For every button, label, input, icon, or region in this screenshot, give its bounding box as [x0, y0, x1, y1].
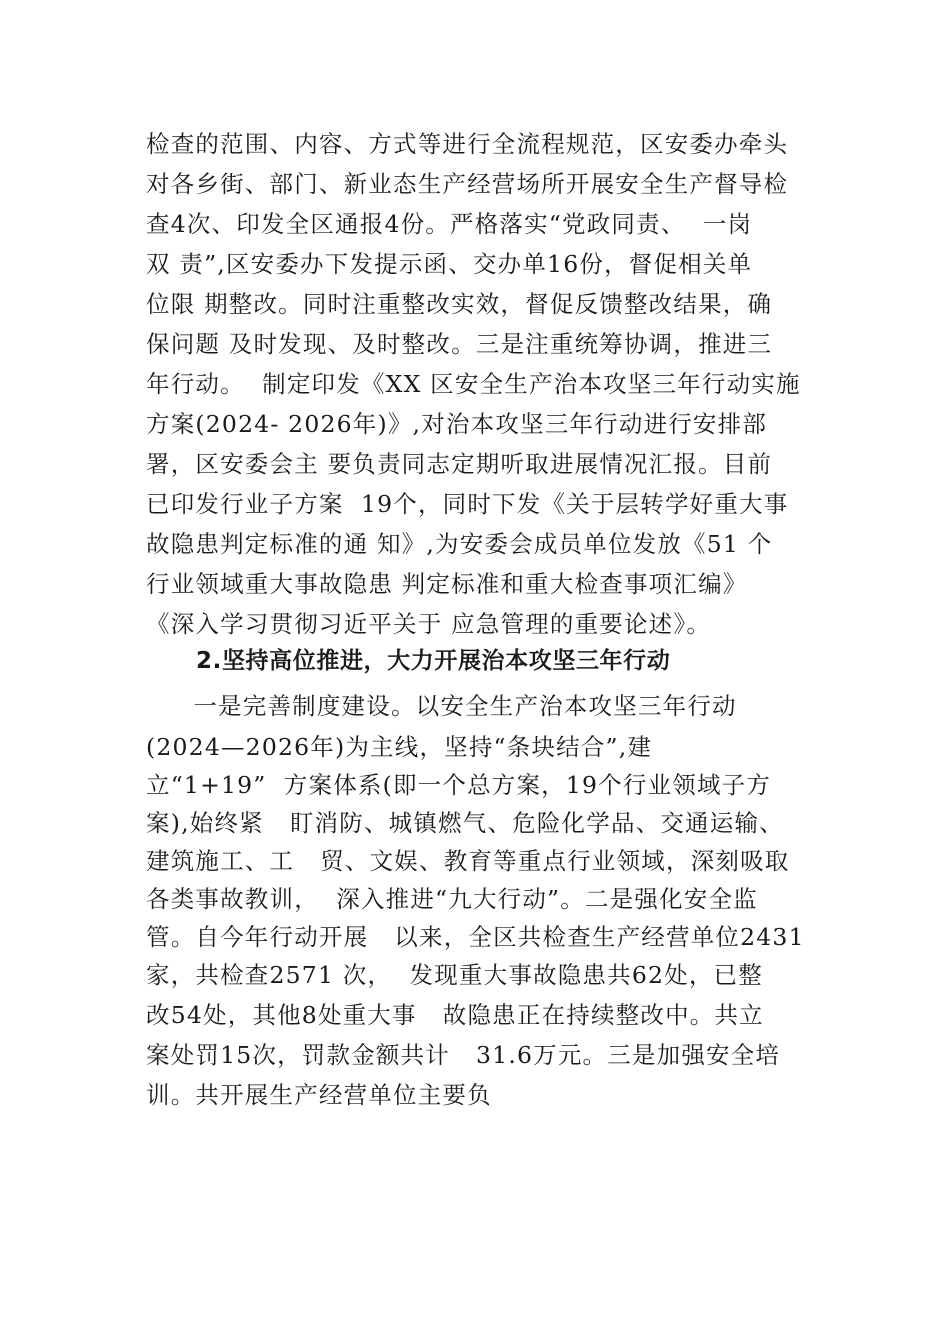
paragraph-line: 《深入学习贯彻习近平关于 应急管理的重要论述》。	[146, 610, 712, 638]
section-heading: 2.坚持高位推进，大力开展治本攻坚三年行动	[196, 648, 671, 674]
paragraph-line: 改54处，其他8处重大事 故隐患正在持续整改中。共立	[146, 1001, 764, 1029]
paragraph-line: (2024—2026年)为主线，坚持“条块结合”,建	[146, 733, 653, 761]
paragraph-line: 已印发行业子方案 19个，同时下发《关于层转学好重大事	[146, 490, 789, 518]
paragraph-line: 一是完善制度建设。以安全生产治本攻坚三年行动	[176, 692, 737, 720]
paragraph-line: 检查的范围、内容、方式等进行全流程规范，区安委办牵头	[146, 130, 789, 158]
paragraph-line: 署，区安委会主 要负责同志定期听取进展情况汇报。目前	[146, 450, 773, 478]
paragraph-line: 建筑施工、工 贸、文娱、教育等重点行业领域，深刻吸取	[146, 847, 790, 875]
paragraph-line: 家，共检查2571 次， 发现重大事故隐患共62处，已整	[146, 961, 763, 989]
paragraph-line: 训。共开展生产经营单位主要负	[146, 1081, 492, 1109]
paragraph-line: 方案(2024- 2026年)》,对治本攻坚三年行动进行安排部	[146, 410, 768, 438]
paragraph-line: 年行动。 制定印发《XX 区安全生产治本攻坚三年行动实施	[146, 370, 801, 398]
paragraph-line: 各类事故教训， 深入推进“九大行动”。二是强化安全监	[146, 885, 758, 913]
paragraph-line: 保问题 及时发现、及时整改。三是注重统筹协调，推进三	[146, 330, 773, 358]
paragraph-line: 案),始终紧 盯消防、城镇燃气、危险化学品、交通运输、	[146, 809, 784, 837]
paragraph-line: 查4次、印发全区通报4份。严格落实“党政同责、 一岗	[146, 210, 753, 238]
paragraph-line: 双 责”,区安委办下发提示函、交办单16份，督促相关单	[146, 250, 753, 278]
paragraph-line: 位限 期整改。同时注重整改实效，督促反馈整改结果，确	[146, 290, 773, 318]
paragraph-line: 立“1+19” 方案体系(即一个总方案，19个行业领域子方	[146, 771, 772, 799]
paragraph-line: 故隐患判定标准的通 知》,为安委会成员单位发放《51 个	[146, 530, 773, 558]
paragraph-line: 管。自今年行动开展 以来，全区共检查生产经营单位2431	[146, 923, 805, 951]
paragraph-line: 行业领域重大事故隐患 判定标准和重大检查事项汇编》	[146, 570, 748, 598]
paragraph-line: 对各乡街、部门、新业态生产经营场所开展安全生产督导检	[146, 170, 789, 198]
paragraph-line: 案处罚15次，罚款金额共计 31.6万元。三是加强安全培	[146, 1041, 781, 1069]
